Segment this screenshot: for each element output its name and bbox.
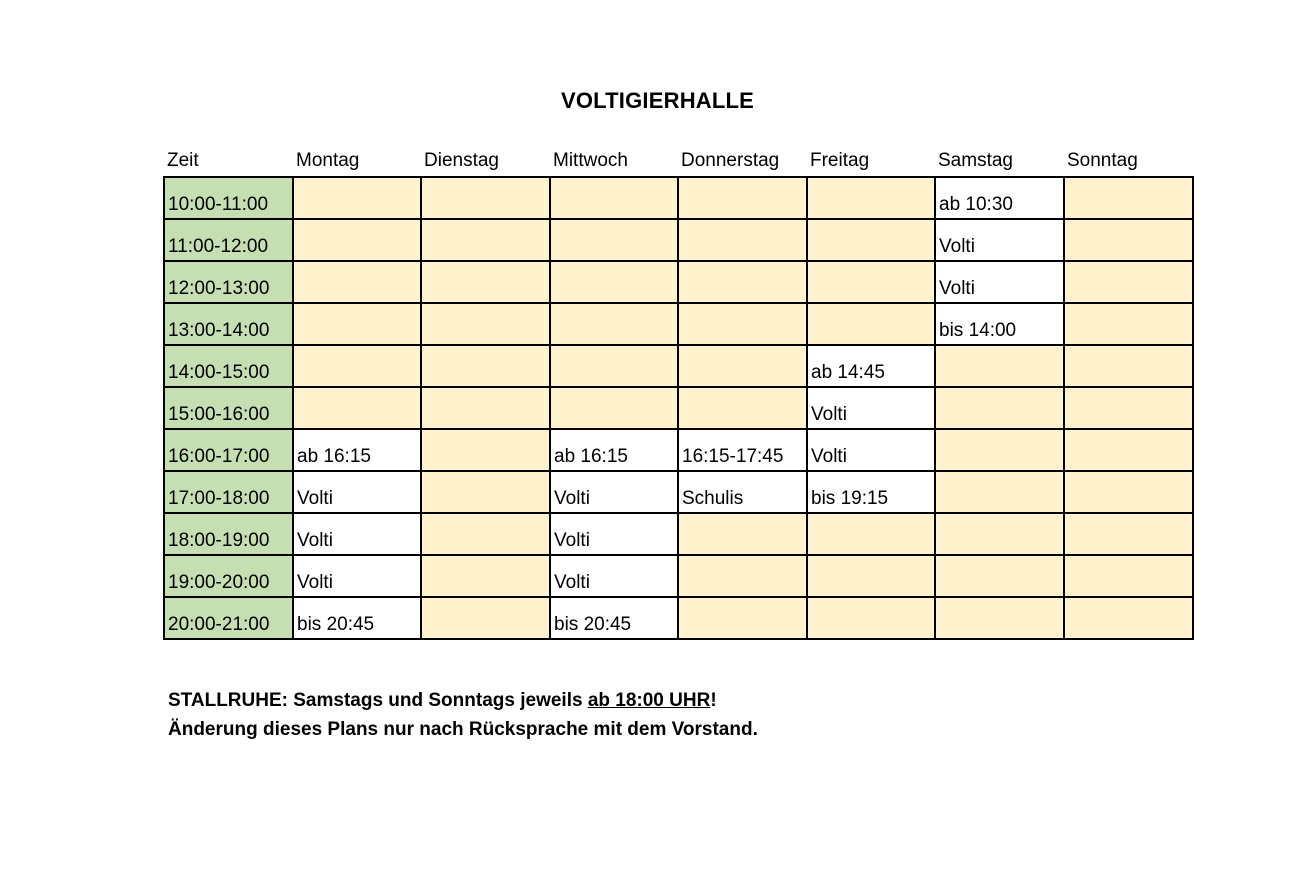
schedule-table (163, 176, 1194, 640)
slot-cell-samstag (935, 513, 1064, 555)
slot-cell-mittwoch: bis 20:45 (550, 597, 678, 639)
time-slot-cell: 12:00-13:00 (164, 261, 293, 303)
slot-cell-dienstag (421, 555, 550, 597)
slot-cell-donnerstag: Schulis (678, 471, 807, 513)
slot-cell-mittwoch (550, 345, 678, 387)
schedule-row (164, 387, 1193, 429)
slot-cell-dienstag (421, 345, 550, 387)
stallruhe-text: STALLRUHE: Samstags und Sonntags jeweils (168, 690, 588, 711)
time-slot-cell: 19:00-20:00 (164, 555, 293, 597)
schedule-row (164, 261, 1193, 303)
stallruhe-time: ab 18:00 UHR (587, 690, 711, 711)
slot-cell-mittwoch (550, 177, 678, 219)
schedule-row (164, 303, 1193, 345)
slot-cell-montag (293, 387, 421, 429)
slot-cell-sonntag (1064, 429, 1193, 471)
header-samstag: Samstag (938, 150, 1013, 171)
slot-cell-donnerstag (678, 387, 807, 429)
slot-cell-freitag (807, 597, 935, 639)
slot-cell-sonntag (1064, 345, 1193, 387)
slot-cell-freitag (807, 513, 935, 555)
slot-cell-mittwoch: Volti (550, 555, 678, 597)
slot-cell-freitag (807, 555, 935, 597)
slot-cell-freitag: Volti (807, 387, 935, 429)
slot-cell-sonntag (1064, 513, 1193, 555)
slot-cell-dienstag (421, 471, 550, 513)
slot-cell-samstag: Volti (935, 261, 1064, 303)
slot-cell-donnerstag: 16:15-17:45 (678, 429, 807, 471)
slot-cell-samstag: ab 10:30 (935, 177, 1064, 219)
slot-cell-freitag (807, 261, 935, 303)
slot-cell-mittwoch (550, 261, 678, 303)
time-slot-cell: 17:00-18:00 (164, 471, 293, 513)
time-slot-cell: 11:00-12:00 (164, 219, 293, 261)
schedule-row (164, 177, 1193, 219)
footer-notes (168, 686, 758, 744)
time-slot-cell: 18:00-19:00 (164, 513, 293, 555)
slot-cell-donnerstag (678, 345, 807, 387)
schedule-row (164, 219, 1193, 261)
slot-cell-sonntag (1064, 387, 1193, 429)
slot-cell-montag (293, 177, 421, 219)
slot-cell-mittwoch (550, 303, 678, 345)
slot-cell-freitag: ab 14:45 (807, 345, 935, 387)
header-sonntag: Sonntag (1067, 150, 1138, 171)
slot-cell-montag: bis 20:45 (293, 597, 421, 639)
time-slot-cell: 10:00-11:00 (164, 177, 293, 219)
slot-cell-montag: Volti (293, 555, 421, 597)
slot-cell-montag: Volti (293, 513, 421, 555)
schedule-row (164, 555, 1193, 597)
schedule-header-row (163, 146, 1193, 176)
slot-cell-dienstag (421, 513, 550, 555)
header-dienstag: Dienstag (424, 150, 499, 171)
slot-cell-freitag: Volti (807, 429, 935, 471)
stallruhe-exclamation: ! (710, 690, 717, 711)
header-mittwoch: Mittwoch (553, 150, 628, 171)
schedule-row (164, 597, 1193, 639)
slot-cell-donnerstag (678, 219, 807, 261)
slot-cell-donnerstag (678, 177, 807, 219)
slot-cell-donnerstag (678, 303, 807, 345)
slot-cell-samstag (935, 597, 1064, 639)
schedule-row (164, 345, 1193, 387)
slot-cell-dienstag (421, 261, 550, 303)
slot-cell-samstag (935, 387, 1064, 429)
slot-cell-mittwoch: Volti (550, 513, 678, 555)
slot-cell-dienstag (421, 429, 550, 471)
slot-cell-samstag (935, 471, 1064, 513)
page-title: VOLTIGIERHALLE (560, 88, 755, 113)
time-slot-cell: 13:00-14:00 (164, 303, 293, 345)
change-note: Änderung dieses Plans nur nach Rücksprache mit dem Vorstand. (168, 719, 758, 740)
slot-cell-montag: ab 16:15 (293, 429, 421, 471)
slot-cell-dienstag (421, 177, 550, 219)
slot-cell-mittwoch (550, 219, 678, 261)
schedule-row (164, 429, 1193, 471)
slot-cell-donnerstag (678, 555, 807, 597)
time-slot-cell: 20:00-21:00 (164, 597, 293, 639)
time-slot-cell: 15:00-16:00 (164, 387, 293, 429)
header-donnerstag: Donnerstag (681, 150, 780, 171)
slot-cell-samstag: Volti (935, 219, 1064, 261)
schedule-row (164, 513, 1193, 555)
slot-cell-sonntag (1064, 303, 1193, 345)
slot-cell-montag (293, 261, 421, 303)
slot-cell-sonntag (1064, 471, 1193, 513)
stallruhe-note (168, 686, 758, 715)
slot-cell-sonntag (1064, 597, 1193, 639)
slot-cell-montag: Volti (293, 471, 421, 513)
slot-cell-donnerstag (678, 597, 807, 639)
slot-cell-dienstag (421, 303, 550, 345)
schedule-row (164, 471, 1193, 513)
schedule-body (164, 177, 1193, 639)
header-freitag: Freitag (810, 150, 870, 171)
slot-cell-sonntag (1064, 555, 1193, 597)
slot-cell-montag (293, 345, 421, 387)
slot-cell-freitag (807, 219, 935, 261)
slot-cell-dienstag (421, 219, 550, 261)
header-montag: Montag (296, 150, 360, 171)
slot-cell-samstag (935, 555, 1064, 597)
slot-cell-dienstag (421, 597, 550, 639)
slot-cell-montag (293, 303, 421, 345)
slot-cell-sonntag (1064, 219, 1193, 261)
slot-cell-mittwoch: ab 16:15 (550, 429, 678, 471)
slot-cell-mittwoch: Volti (550, 471, 678, 513)
slot-cell-freitag: bis 19:15 (807, 471, 935, 513)
slot-cell-sonntag (1064, 261, 1193, 303)
slot-cell-donnerstag (678, 513, 807, 555)
slot-cell-mittwoch (550, 387, 678, 429)
slot-cell-samstag (935, 429, 1064, 471)
slot-cell-dienstag (421, 387, 550, 429)
time-slot-cell: 14:00-15:00 (164, 345, 293, 387)
slot-cell-samstag: bis 14:00 (935, 303, 1064, 345)
time-slot-cell: 16:00-17:00 (164, 429, 293, 471)
slot-cell-montag (293, 219, 421, 261)
slot-cell-freitag (807, 177, 935, 219)
slot-cell-freitag (807, 303, 935, 345)
header-zeit: Zeit (167, 150, 199, 171)
slot-cell-donnerstag (678, 261, 807, 303)
slot-cell-samstag (935, 345, 1064, 387)
slot-cell-sonntag (1064, 177, 1193, 219)
